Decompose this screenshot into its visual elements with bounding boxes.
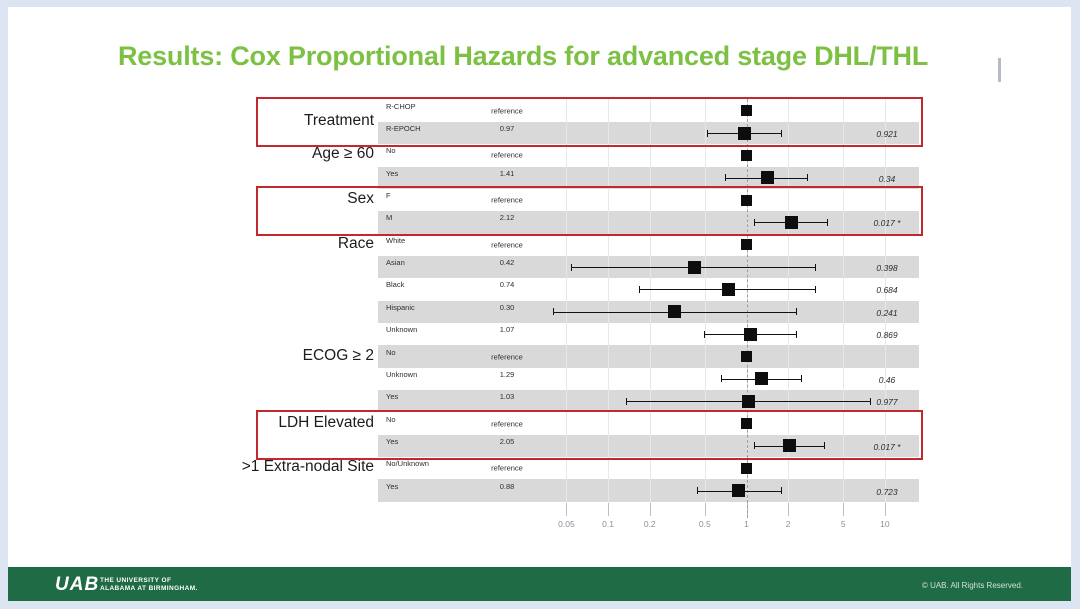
level-name: No	[386, 146, 396, 156]
level-name: Black	[386, 280, 405, 290]
hr-square	[741, 150, 752, 161]
level-name: Yes	[386, 481, 399, 491]
hr-square	[761, 171, 774, 184]
row-estimate: reference	[491, 240, 523, 250]
group-label: Race	[337, 234, 374, 252]
axis-tick-label: 0.1	[602, 519, 615, 529]
ci-cap-left	[725, 174, 726, 181]
hr-square	[732, 484, 745, 497]
row-level-label	[386, 483, 398, 491]
row-estimate: reference	[491, 419, 523, 429]
estimate-value: 1.29	[499, 369, 515, 379]
hr-square	[741, 239, 752, 250]
ci-cap-left	[697, 487, 698, 494]
estimate-value: 0.42	[499, 258, 515, 268]
row-pvalue: 0.684	[876, 285, 898, 296]
axis-tick-label: 0.5	[698, 519, 711, 529]
axis-tick-label: 1	[744, 519, 749, 529]
axis-tick	[608, 503, 609, 516]
axis-tick	[566, 503, 567, 516]
row-level-label	[386, 326, 417, 334]
estimate-value: 0.97	[499, 124, 515, 134]
estimate-value: 1.41	[499, 168, 515, 178]
level-name: No	[386, 347, 396, 357]
uab-wordmark	[100, 577, 198, 592]
row-estimate: reference	[491, 106, 523, 116]
row-estimate	[500, 393, 515, 402]
ci-cap-right	[807, 174, 808, 181]
hr-square	[742, 395, 755, 408]
estimate-value: 1.07	[499, 325, 515, 335]
group-label: LDH Elevated	[278, 413, 374, 431]
ci-cap-left	[721, 375, 722, 382]
footer-bar	[8, 567, 1071, 601]
row-estimate	[500, 170, 515, 179]
row-estimate	[500, 326, 515, 335]
row-level-label	[386, 371, 417, 379]
ci-cap-left	[639, 286, 640, 293]
row-estimate	[500, 483, 515, 492]
row-estimate	[500, 304, 515, 313]
level-name: R-CHOP	[386, 101, 416, 111]
highlight-box	[256, 186, 923, 236]
row-stripe	[378, 479, 919, 501]
row-level-label	[386, 259, 405, 267]
hr-square	[668, 305, 681, 318]
footer-copyright: © UAB. All Rights Reserved.	[921, 581, 1023, 590]
level-name: R-EPOCH	[386, 124, 421, 134]
axis-tick	[705, 503, 706, 516]
row-level-label	[386, 170, 398, 178]
estimate-value: 0.74	[499, 280, 515, 290]
row-estimate	[500, 371, 515, 380]
axis-tick-label: 5	[840, 519, 846, 529]
level-name: Hispanic	[386, 302, 415, 312]
row-pvalue: 0.921	[876, 129, 898, 140]
hr-square	[741, 351, 752, 362]
row-pvalue: 0.723	[876, 486, 898, 497]
row-estimate: reference	[491, 463, 523, 473]
axis-tick-label: 0.2	[643, 519, 656, 529]
uab-wordmark-line1: THE UNIVERSITY OF	[100, 577, 172, 584]
ci-cap-left	[553, 308, 554, 315]
axis-tick-label: 0.05	[558, 519, 575, 529]
level-name: M	[386, 213, 393, 223]
ci-cap-right	[796, 331, 797, 338]
row-level-label	[386, 147, 396, 155]
axis-tick	[885, 503, 886, 516]
estimate-value: 2.12	[499, 213, 515, 223]
row-pvalue: 0.977	[876, 397, 898, 408]
row-pvalue: 0.017 *	[873, 441, 901, 452]
group-label: Treatment	[303, 111, 374, 129]
level-name: Unknown	[386, 369, 418, 379]
ci-cap-right	[815, 264, 816, 271]
row-estimate	[500, 259, 515, 268]
highlight-box	[256, 410, 923, 460]
level-name: White	[386, 235, 406, 245]
estimate-value: 0.30	[499, 302, 515, 312]
hr-square	[722, 283, 735, 296]
hr-square	[688, 261, 701, 274]
level-name: Yes	[386, 168, 399, 178]
row-estimate	[500, 281, 515, 290]
level-name: Unknown	[386, 325, 418, 335]
row-pvalue: 0.46	[878, 374, 896, 385]
row-pvalue: 0.34	[878, 173, 896, 184]
level-name: Asian	[386, 258, 405, 268]
row-level-label	[386, 304, 415, 312]
group-label: Age ≥ 60	[312, 145, 374, 163]
group-label: >1 Extra-nodal Site	[241, 458, 374, 476]
row-estimate: reference	[491, 195, 523, 205]
group-label: Sex	[347, 190, 374, 208]
ci-cap-right	[781, 487, 782, 494]
row-stripe	[378, 345, 919, 367]
ci-cap-left	[571, 264, 572, 271]
page-title: Results: Cox Proportional Hazards for advanced stage DHL/THL	[118, 41, 929, 71]
ci-cap-right	[796, 308, 797, 315]
ci-cap-right	[801, 375, 802, 382]
ci-cap-left	[704, 331, 705, 338]
axis-tick-label: 10	[880, 519, 890, 529]
group-label: ECOG ≥ 2	[302, 346, 374, 364]
uab-wordmark-line2: ALABAMA AT BIRMINGHAM.	[100, 584, 198, 592]
row-estimate: reference	[491, 352, 523, 362]
level-name: No	[386, 414, 396, 424]
axis-tick	[788, 503, 789, 516]
row-level-label	[386, 237, 405, 245]
row-pvalue: 0.398	[876, 263, 898, 274]
row-pvalue: 0.017 *	[873, 218, 901, 229]
row-level-label	[386, 281, 404, 289]
row-level-label	[386, 349, 396, 357]
level-name: F	[386, 191, 391, 201]
row-level-label	[386, 460, 429, 468]
row-pvalue: 0.869	[876, 330, 898, 341]
ci-cap-right	[815, 286, 816, 293]
hr-square	[741, 463, 752, 474]
axis-tick	[650, 503, 651, 516]
row-estimate: reference	[491, 150, 523, 160]
hr-square	[755, 372, 768, 385]
row-pvalue: 0.241	[876, 307, 898, 318]
axis-tick-label: 2	[785, 519, 791, 529]
estimate-value: 1.03	[499, 392, 515, 402]
ci-cap-right	[870, 398, 871, 405]
axis-tick	[843, 503, 844, 516]
level-name: Yes	[386, 436, 399, 446]
row-level-label	[386, 393, 398, 401]
estimate-value: 0.88	[499, 481, 515, 491]
hr-square	[744, 328, 757, 341]
uab-logo: UAB	[55, 574, 100, 595]
level-name: Yes	[386, 392, 399, 402]
level-name: No/Unknown	[386, 459, 429, 469]
estimate-value: 2.05	[499, 436, 515, 446]
ci-cap-left	[626, 398, 627, 405]
highlight-box	[256, 97, 923, 147]
